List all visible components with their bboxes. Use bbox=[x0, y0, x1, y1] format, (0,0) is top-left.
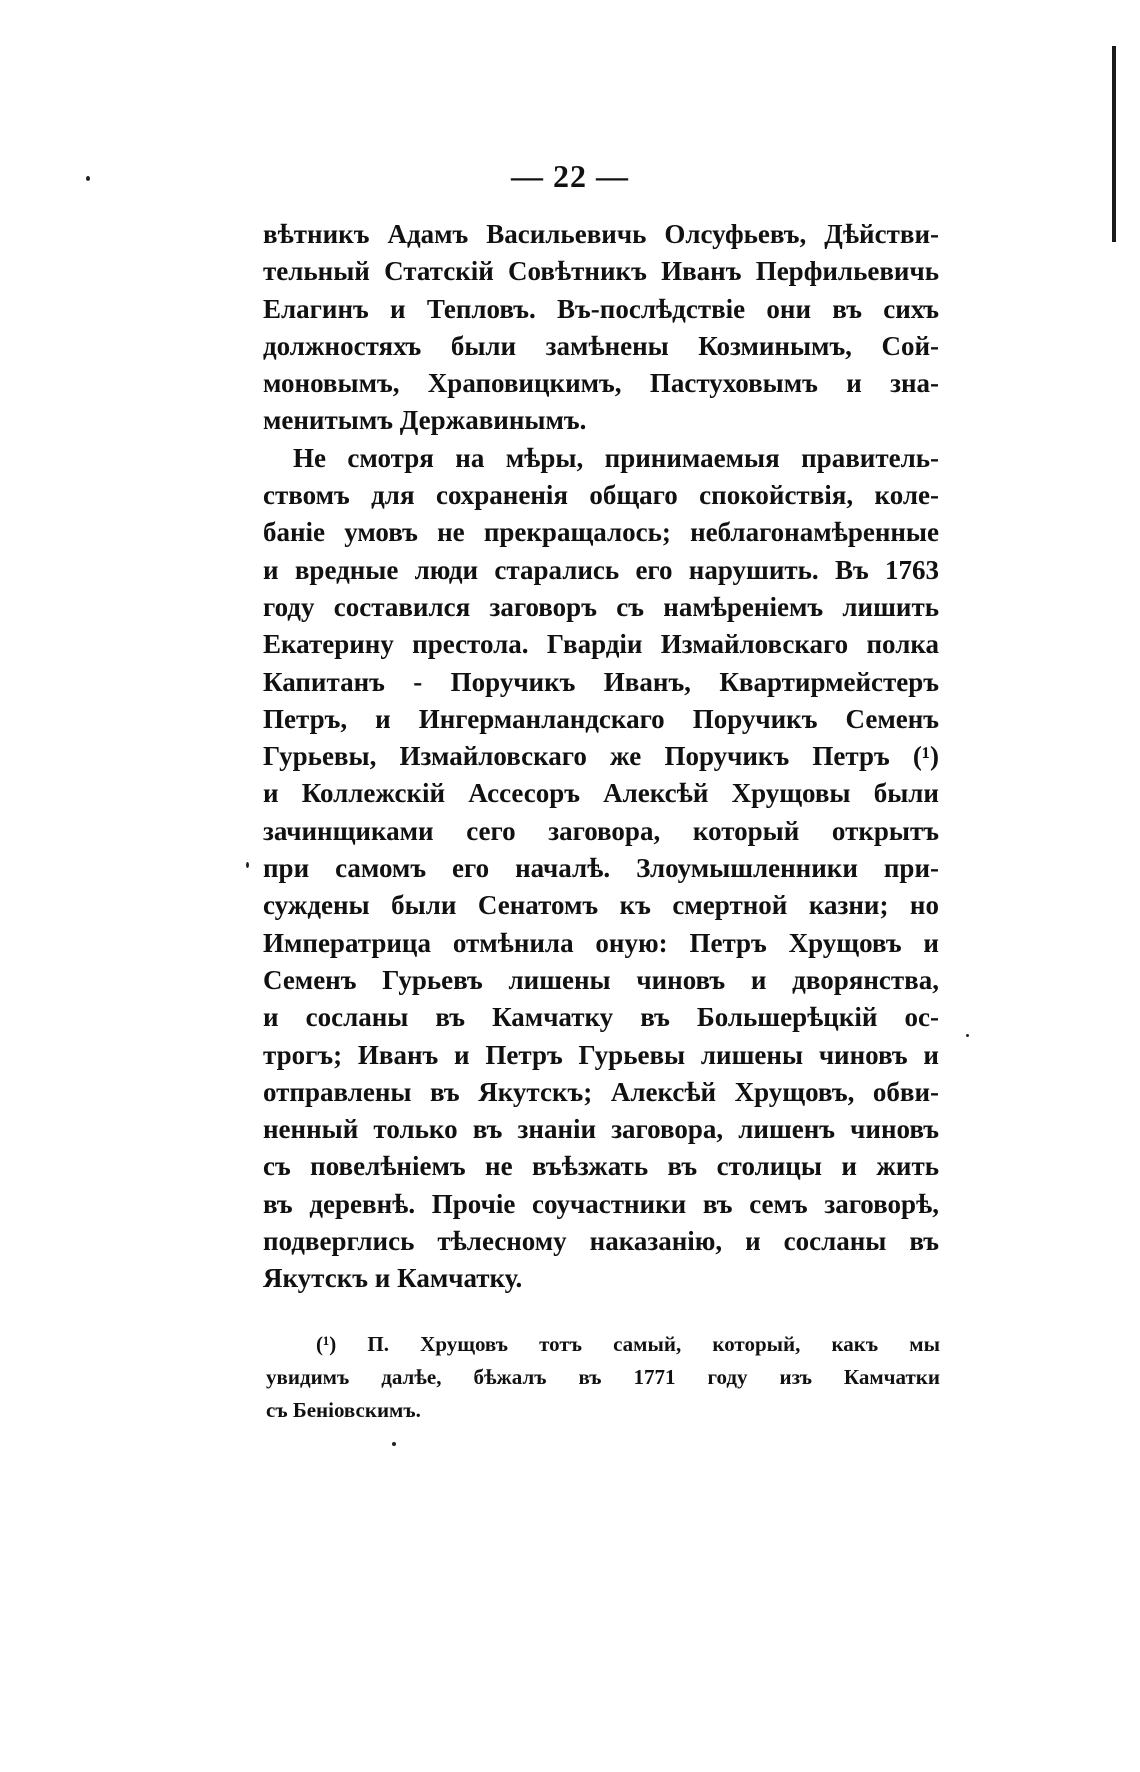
text-line: зачинщиками сего заговора, который открытъ bbox=[263, 815, 939, 846]
ink-speck bbox=[392, 1442, 396, 1446]
text-line: моновымъ, Храповицкимъ, Пастуховымъ и зна- bbox=[263, 368, 939, 399]
text-line: менитымъ Державинымъ. bbox=[263, 405, 587, 436]
text-line: вѣтникъ Адамъ Васильевичь Олсуфьевъ, Дѣйстви- bbox=[263, 219, 939, 249]
text-line: подверглись тѣлесному наказанію, и сосланы въ bbox=[263, 1226, 939, 1257]
footnote-line: (¹) П. Хрущовъ тотъ самый, который, какъ мы bbox=[316, 1332, 940, 1356]
text-line: баніе умовъ не прекращалось; неблагонамѣренные bbox=[263, 517, 939, 548]
text-line: Якутскъ и Камчатку. bbox=[263, 1263, 523, 1294]
text-line: Императрица отмѣнила оную: Петръ Хрущовъ и bbox=[263, 927, 939, 958]
footnote bbox=[266, 1328, 940, 1427]
text-line: Гурьевы, Измайловскаго же Поручикъ Петръ (¹) bbox=[263, 741, 939, 772]
text-line: Не смотря на мѣры, принимаемыя правитель- bbox=[293, 442, 939, 473]
text-line: при самомъ его началѣ. Злоумышленники при- bbox=[263, 853, 939, 884]
footnote-line: съ Беніовскимъ. bbox=[266, 1398, 421, 1422]
text-line: съ повелѣніемъ не въѣзжать въ столицы и жить bbox=[263, 1151, 939, 1182]
text-line: и сосланы въ Камчатку въ Большерѣцкій ос- bbox=[263, 1002, 939, 1033]
text-line: Капитанъ - Поручикъ Иванъ, Квартирмейстеръ bbox=[263, 666, 939, 697]
text-line: Елагинъ и Тепловъ. Въ-послѣдствіе они въ сихъ bbox=[263, 293, 939, 324]
page-number: — 22 — bbox=[511, 158, 629, 194]
page-edge-shadow bbox=[1112, 46, 1116, 242]
text-line: ствомъ для сохраненія общаго спокойствія, коле- bbox=[263, 480, 939, 511]
main-text bbox=[263, 216, 939, 1298]
text-line: отправлены въ Якутскъ; Алексѣй Хрущовъ, обви- bbox=[263, 1076, 939, 1107]
text-line: трогъ; Иванъ и Петръ Гурьевы лишены чиновъ и bbox=[263, 1039, 939, 1070]
text-line: Петръ, и Ингерманландскаго Поручикъ Семенъ bbox=[263, 703, 939, 734]
text-line: въ деревнѣ. Прочіе соучастники въ семъ заговорѣ, bbox=[263, 1188, 939, 1219]
text-line: суждены были Сенатомъ къ смертной казни; но bbox=[263, 890, 939, 921]
text-line: тельный Статскій Совѣтникъ Иванъ Перфильевичь bbox=[263, 256, 939, 287]
text-line: Семенъ Гурьевъ лишены чиновъ и дворянства, bbox=[263, 964, 939, 995]
ink-speck bbox=[246, 862, 249, 868]
text-line: и вредные люди старались его нарушить. Въ 1763 bbox=[263, 554, 939, 585]
ink-speck bbox=[966, 1034, 969, 1037]
text-line: Екатерину престола. Гвардіи Измайловскаго полка bbox=[263, 629, 939, 660]
text-line: году составился заговоръ съ намѣреніемъ лишить bbox=[263, 591, 939, 622]
text-line: должностяхъ были замѣнены Козминымъ, Сой- bbox=[263, 330, 939, 361]
text-line: и Коллежскій Ассесоръ Алексѣй Хрущовы были bbox=[263, 778, 939, 809]
text-line: ненный только въ знаніи заговора, лишенъ чиновъ bbox=[263, 1114, 939, 1145]
footnote-line: увидимъ далѣе, бѣжалъ въ 1771 году изъ Камчатки bbox=[266, 1365, 940, 1389]
